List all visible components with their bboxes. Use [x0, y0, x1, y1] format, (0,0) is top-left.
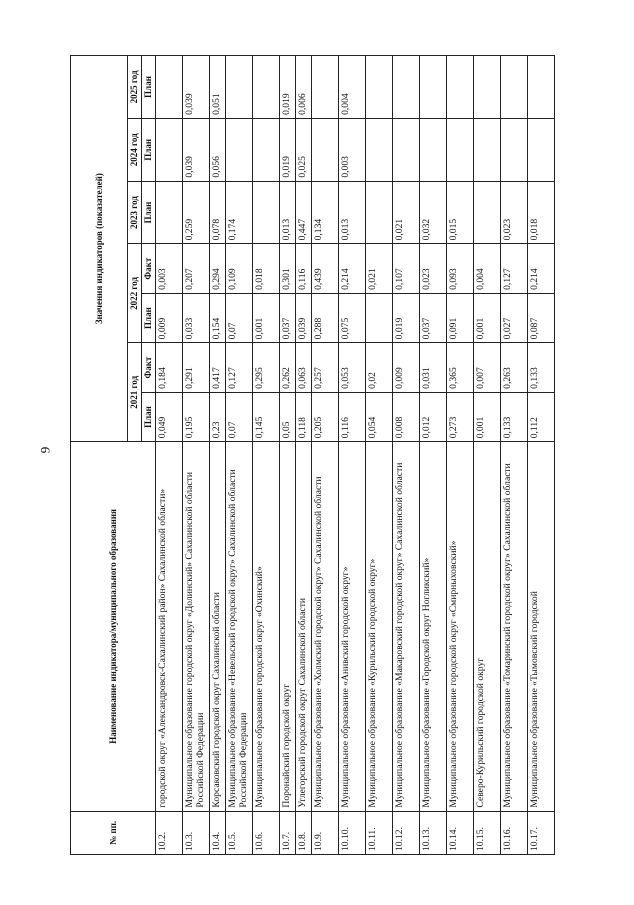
row-number: 10.12.	[393, 811, 420, 854]
row-value: 0,004	[339, 56, 366, 119]
row-value	[501, 118, 528, 181]
row-value: 0,127	[501, 244, 528, 293]
table-row	[393, 56, 420, 855]
row-value: 0,195	[183, 392, 210, 441]
row-value	[393, 56, 420, 119]
row-value	[393, 118, 420, 181]
table-row	[474, 56, 501, 855]
row-name: Муниципальное образование «Томаринский городской округ» Сахалинской области	[501, 442, 528, 811]
row-name: Муниципальное образование «Макаровский городской округ» Сахалинской области	[393, 442, 420, 811]
row-value: 0,018	[253, 244, 280, 293]
row-value: 0,001	[474, 392, 501, 441]
table-row	[156, 56, 183, 855]
row-value: 0,025	[296, 118, 312, 181]
row-value: 0,027	[501, 293, 528, 342]
row-number: 10.17.	[528, 811, 555, 854]
row-value: 0,039	[183, 56, 210, 119]
header-year-2022: 2022 год	[128, 244, 142, 343]
row-name: Углегорский городской округ Сахалинской области	[296, 442, 312, 811]
row-value: 0,019	[393, 293, 420, 342]
row-number: 10.7.	[280, 811, 296, 854]
table-row	[226, 56, 253, 855]
row-value: 0,032	[420, 181, 447, 244]
row-value	[447, 56, 474, 119]
row-value: 0,133	[501, 392, 528, 441]
row-value	[156, 181, 183, 244]
table-row	[312, 56, 339, 855]
header-plan: План	[142, 118, 156, 181]
row-value: 0,021	[366, 244, 393, 293]
row-value: 0,049	[156, 392, 183, 441]
row-value	[474, 118, 501, 181]
row-value: 0,021	[393, 181, 420, 244]
row-value	[366, 56, 393, 119]
row-value: 0,257	[312, 343, 339, 392]
row-value: 0,288	[312, 293, 339, 342]
header-number: № пп.	[71, 811, 156, 854]
row-value: 0,417	[210, 343, 226, 392]
row-value: 0,294	[210, 244, 226, 293]
table-row	[447, 56, 474, 855]
row-value: 0,039	[183, 118, 210, 181]
table-body	[156, 56, 555, 855]
header-plan: План	[142, 56, 156, 119]
row-value: 0,053	[339, 343, 366, 392]
row-value: 0,031	[420, 343, 447, 392]
row-value: 0,447	[296, 181, 312, 244]
header-fact: Факт	[142, 244, 156, 293]
row-number: 10.14.	[447, 811, 474, 854]
row-value: 0,295	[253, 343, 280, 392]
row-value	[420, 56, 447, 119]
row-value: 0,015	[447, 181, 474, 244]
row-number: 10.11.	[366, 811, 393, 854]
row-value: 0,056	[210, 118, 226, 181]
row-number: 10.9.	[312, 811, 339, 854]
row-value	[226, 56, 253, 119]
row-value	[366, 181, 393, 244]
header-fact: Факт	[142, 343, 156, 392]
table-row	[280, 56, 296, 855]
row-value: 0,107	[393, 244, 420, 293]
row-value: 0,019	[280, 118, 296, 181]
row-value: 0,365	[447, 343, 474, 392]
row-value: 0,439	[312, 244, 339, 293]
row-value: 0,023	[501, 181, 528, 244]
row-value: 0,037	[420, 293, 447, 342]
row-value: 0,214	[528, 244, 555, 293]
row-value: 0,063	[296, 343, 312, 392]
row-value: 0,033	[183, 293, 210, 342]
row-value: 0,116	[339, 392, 366, 441]
row-name: Муниципальное образование «Курильский городской округ»	[366, 442, 393, 811]
row-value: 0,273	[447, 392, 474, 441]
row-value: 0,012	[420, 392, 447, 441]
row-value	[447, 118, 474, 181]
row-value: 0,116	[296, 244, 312, 293]
row-value: 0,051	[210, 56, 226, 119]
row-value	[366, 293, 393, 342]
row-value: 0,262	[280, 343, 296, 392]
row-value: 0,207	[183, 244, 210, 293]
row-value: 0,009	[156, 293, 183, 342]
row-value	[312, 56, 339, 119]
row-value	[420, 118, 447, 181]
row-number: 10.13.	[420, 811, 447, 854]
row-number: 10.10.	[339, 811, 366, 854]
header-year-2021: 2021 год	[128, 343, 142, 442]
row-value: 0,039	[296, 293, 312, 342]
row-name: Муниципальное образование «Тымовский городской	[528, 442, 555, 811]
header-year-2025: 2025 год	[128, 56, 142, 119]
row-number: 10.16.	[501, 811, 528, 854]
row-value: 0,263	[501, 343, 528, 392]
row-value	[474, 181, 501, 244]
row-name: Муниципальное образование городской округ «Долинский» Сахалинской области Российской Федерации	[183, 442, 210, 811]
row-name: Муниципальное образование городской округ «Охинский»	[253, 442, 280, 811]
row-value: 0,301	[280, 244, 296, 293]
table-row	[528, 56, 555, 855]
row-name: Поронайский городской округ	[280, 442, 296, 811]
row-value	[474, 56, 501, 119]
row-number: 10.4.	[210, 811, 226, 854]
table-row	[210, 56, 226, 855]
row-value: 0,013	[339, 181, 366, 244]
row-value: 0,127	[226, 343, 253, 392]
row-value	[253, 181, 280, 244]
row-value: 0,091	[447, 293, 474, 342]
row-value: 0,184	[156, 343, 183, 392]
row-value: 0,001	[253, 293, 280, 342]
row-value: 0,006	[296, 56, 312, 119]
header-plan: План	[142, 392, 156, 441]
row-value: 0,154	[210, 293, 226, 342]
row-value: 0,019	[280, 56, 296, 119]
row-value: 0,018	[528, 181, 555, 244]
row-value: 0,118	[296, 392, 312, 441]
table-row	[366, 56, 393, 855]
row-value	[366, 118, 393, 181]
row-value: 0,007	[474, 343, 501, 392]
row-name: Муниципальное образование «Городской округ Ногликский»	[420, 442, 447, 811]
table-row	[501, 56, 528, 855]
row-number: 10.2.	[156, 811, 183, 854]
table-row	[339, 56, 366, 855]
row-value: 0,205	[312, 392, 339, 441]
row-value: 0,054	[366, 392, 393, 441]
page-number: 9	[37, 446, 53, 454]
indicators-table	[70, 55, 555, 855]
row-value	[226, 118, 253, 181]
row-value: 0,008	[393, 392, 420, 441]
row-value: 0,291	[183, 343, 210, 392]
row-value	[156, 56, 183, 119]
row-value	[253, 56, 280, 119]
row-value: 0,214	[339, 244, 366, 293]
row-value: 0,004	[474, 244, 501, 293]
row-value: 0,009	[393, 343, 420, 392]
header-plan: План	[142, 181, 156, 244]
row-value: 0,003	[156, 244, 183, 293]
row-value: 0,078	[210, 181, 226, 244]
header-name: Наименование индикатора/муниципального образования	[71, 442, 156, 811]
row-value: 0,087	[528, 293, 555, 342]
row-value: 0,023	[420, 244, 447, 293]
row-value	[156, 118, 183, 181]
row-value: 0,003	[339, 118, 366, 181]
row-name: Северо-Курильский городской округ	[474, 442, 501, 811]
row-name: Муниципальное образование городской округ «Смирныховский»	[447, 442, 474, 811]
row-name: Корсаковский городской округ Сахалинской области	[210, 442, 226, 811]
row-value: 0,109	[226, 244, 253, 293]
header-plan: План	[142, 293, 156, 342]
row-name: Муниципальное образование «Холмский городской округ» Сахалинской области	[312, 442, 339, 811]
row-number: 10.5.	[226, 811, 253, 854]
row-number: 10.15.	[474, 811, 501, 854]
row-name: городской округ «Александровск-Сахалинский район» Сахалинской области»	[156, 442, 183, 811]
table-row	[253, 56, 280, 855]
row-value	[312, 118, 339, 181]
row-name: Муниципальное образование «Анивский городской округ»	[339, 442, 366, 811]
header-year-2023: 2023 год	[128, 181, 142, 244]
row-value: 0,145	[253, 392, 280, 441]
row-number: 10.8.	[296, 811, 312, 854]
row-value: 0,013	[280, 181, 296, 244]
row-value: 0,259	[183, 181, 210, 244]
row-value: 0,112	[528, 392, 555, 441]
row-value	[528, 118, 555, 181]
row-value: 0,133	[528, 343, 555, 392]
row-value: 0,001	[474, 293, 501, 342]
row-value: 0,05	[280, 392, 296, 441]
row-value	[253, 118, 280, 181]
row-value: 0,134	[312, 181, 339, 244]
table-row	[420, 56, 447, 855]
row-value	[528, 56, 555, 119]
header-group: Значения индикаторов (показателей)	[71, 56, 128, 442]
table-row	[183, 56, 210, 855]
row-number: 10.6.	[253, 811, 280, 854]
table-row	[296, 56, 312, 855]
header-year-2024: 2024 год	[128, 118, 142, 181]
row-value: 0,07	[226, 392, 253, 441]
row-value: 0,075	[339, 293, 366, 342]
row-value: 0,07	[226, 293, 253, 342]
row-value: 0,23	[210, 392, 226, 441]
rotated-table-container	[70, 55, 595, 855]
row-name: Муниципальное образование «Невельский городской округ» Сахалинской области Российской Федерации	[226, 442, 253, 811]
row-value: 0,174	[226, 181, 253, 244]
row-value: 0,037	[280, 293, 296, 342]
row-number: 10.3.	[183, 811, 210, 854]
row-value: 0,093	[447, 244, 474, 293]
row-value	[501, 56, 528, 119]
row-value: 0,02	[366, 343, 393, 392]
